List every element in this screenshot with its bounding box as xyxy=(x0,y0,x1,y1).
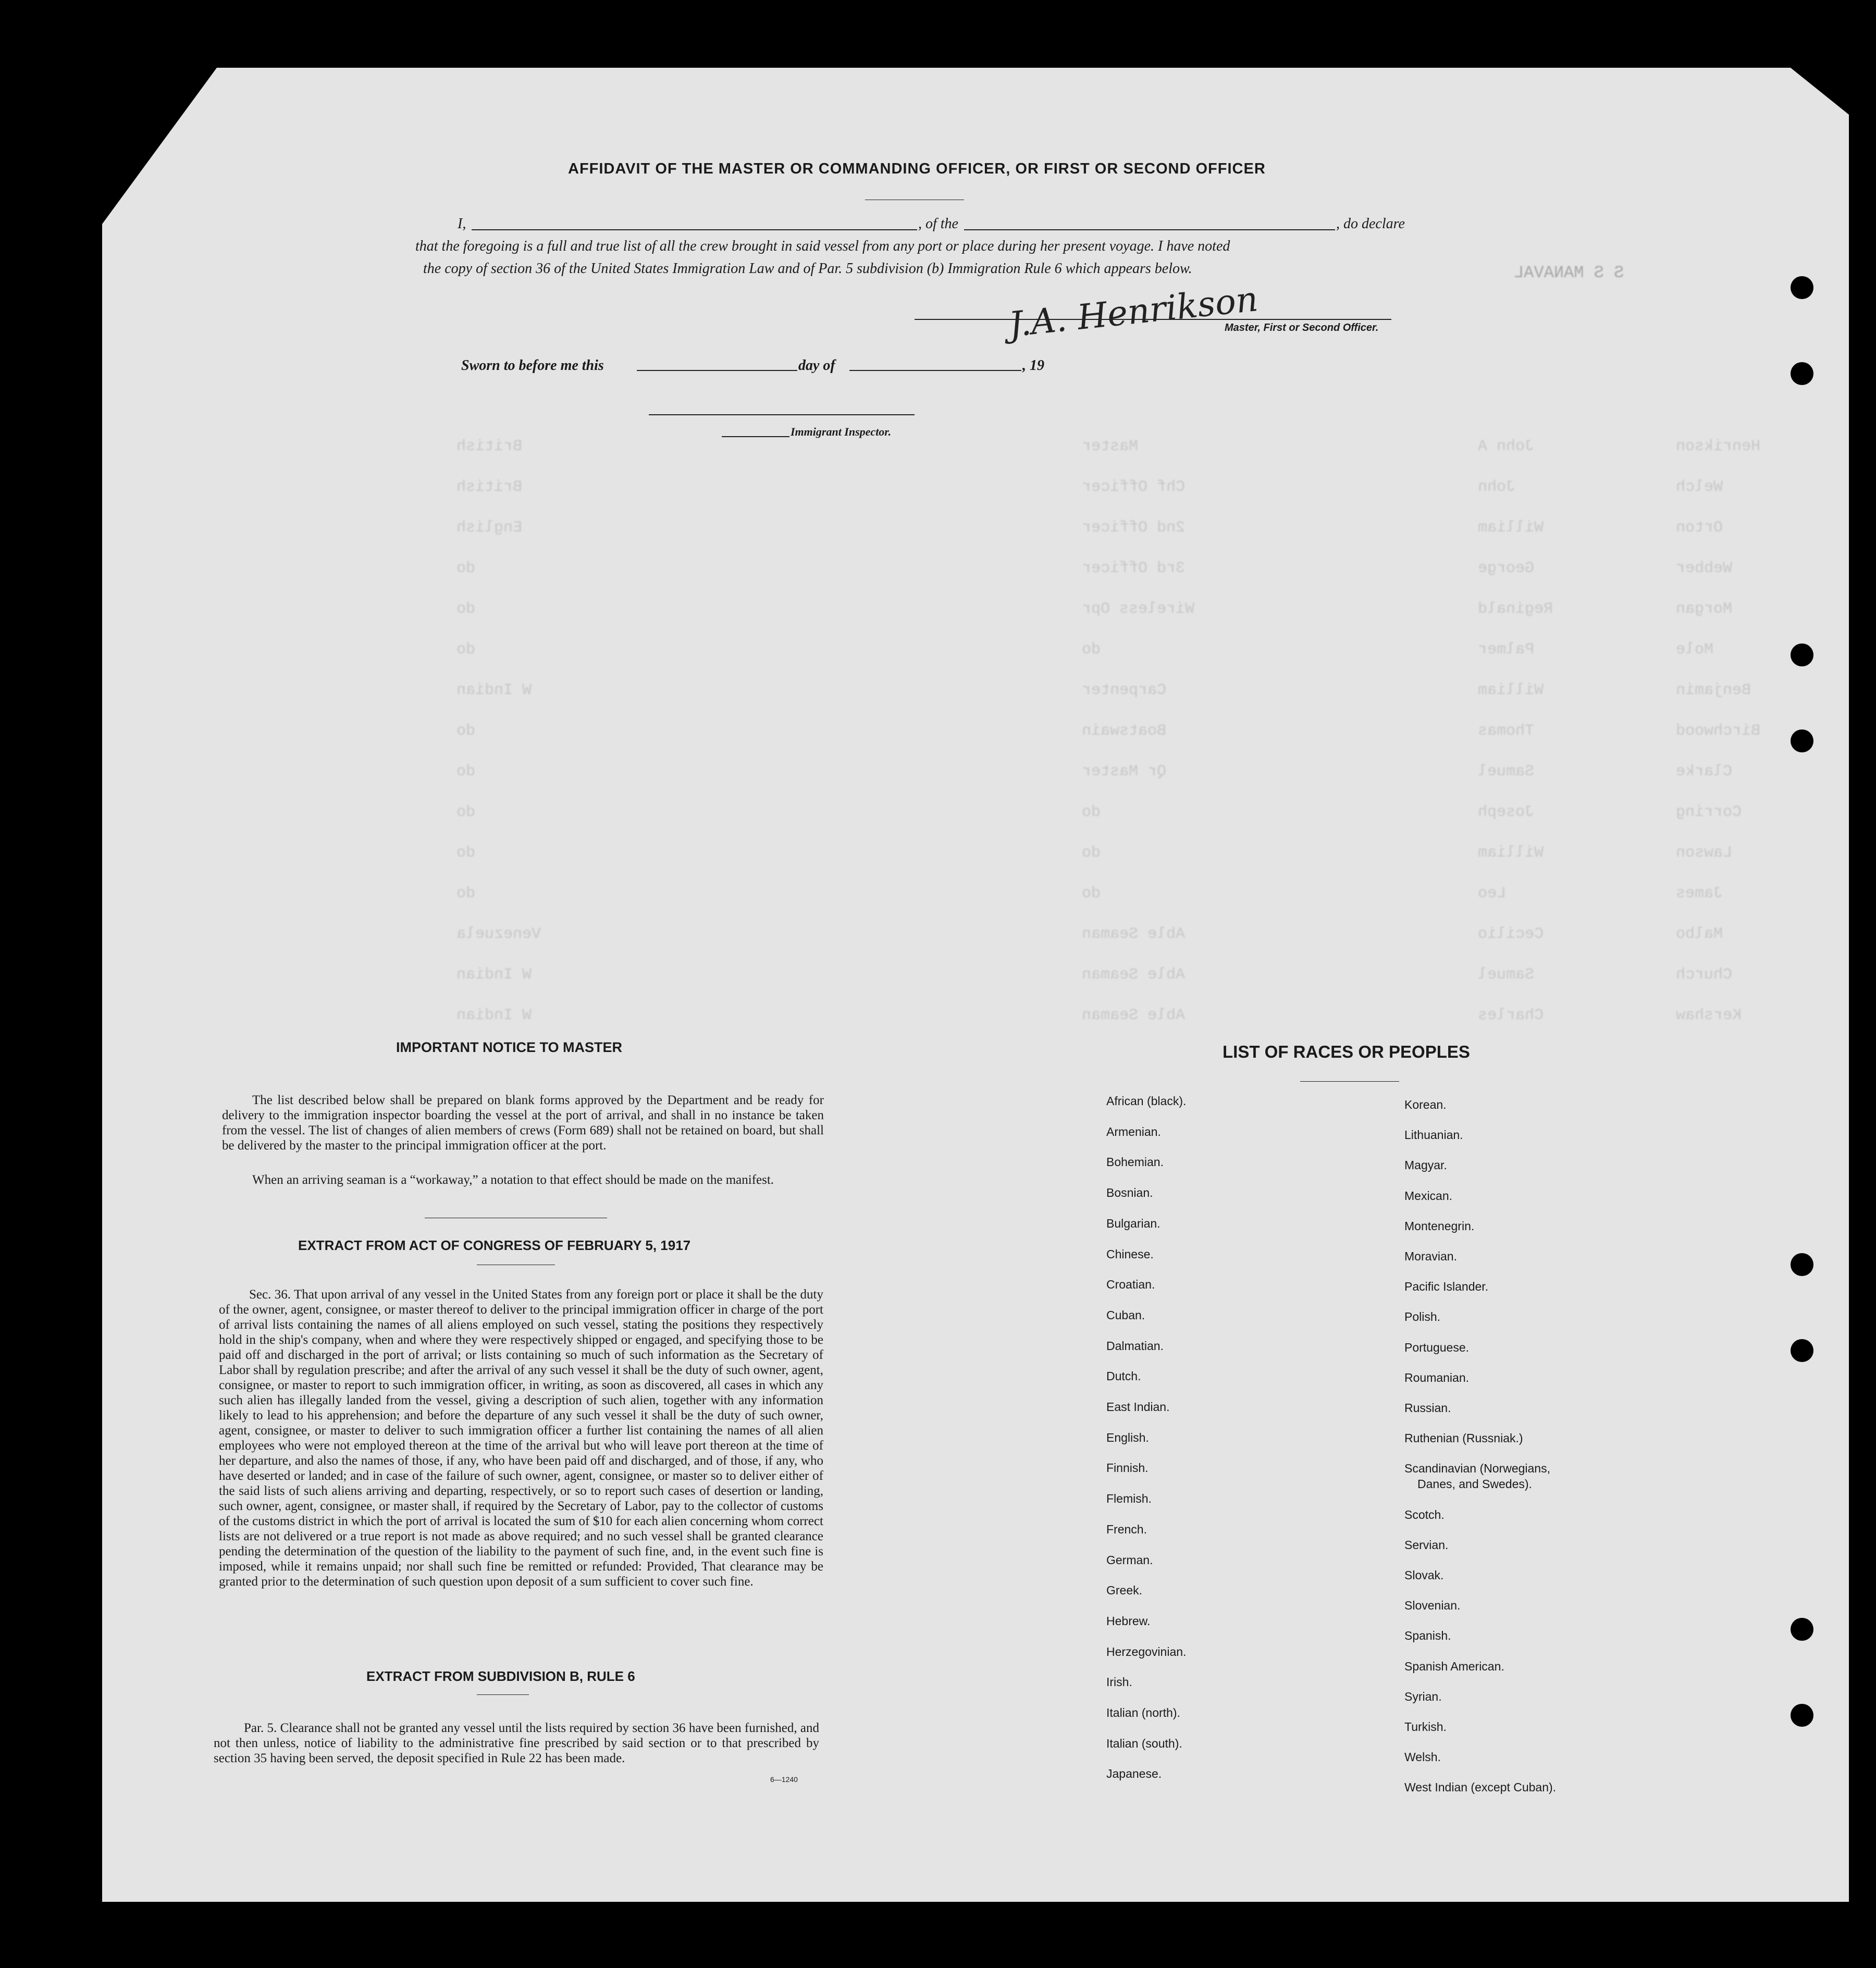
race-entry: Turkish. xyxy=(1404,1720,1447,1734)
sworn-day-blank xyxy=(637,370,797,371)
vessel-blank xyxy=(964,229,1335,230)
notice-paragraph-2: When an arriving seaman is a “workaway,” a notation to that effect should be made on the manifest. xyxy=(252,1173,774,1187)
punch-hole xyxy=(1791,276,1813,299)
punch-hole xyxy=(1791,1339,1813,1362)
rule6-paragraph: Par. 5. Clearance shall not be granted any vessel until the lists required by section 36 have been furnished, and not then unless, notice of liability to the administrative fine prescribed by said section or to that prescribed by section 35 having been served, the deposit specified in Rule 22 has been made. xyxy=(214,1721,819,1765)
race-entry: Flemish. xyxy=(1106,1492,1152,1506)
race-entry: Scotch. xyxy=(1404,1507,1445,1521)
race-entry: Pacific Islander. xyxy=(1404,1280,1489,1294)
race-entry: Dutch. xyxy=(1106,1369,1141,1383)
race-entry: Slovak. xyxy=(1404,1568,1444,1582)
sworn-month-blank xyxy=(849,370,1021,371)
race-entry: Russian. xyxy=(1404,1401,1451,1415)
race-entry: Servian. xyxy=(1404,1538,1449,1552)
name-blank xyxy=(472,229,917,230)
race-entry: Bohemian. xyxy=(1106,1155,1164,1169)
punch-hole xyxy=(1791,729,1813,752)
race-entry: Cuban. xyxy=(1106,1308,1145,1322)
race-entry: Polish. xyxy=(1404,1310,1441,1324)
race-entry: African (black). xyxy=(1106,1094,1187,1108)
punch-hole xyxy=(1791,643,1813,666)
affidavit-line3: the copy of section 36 of the United States Immigration Law and of Par. 5 subdivision (b) Immigration Rule 6 which appears below. xyxy=(423,261,1192,277)
punch-hole xyxy=(1791,1253,1813,1276)
race-entry: East Indian. xyxy=(1106,1400,1170,1414)
race-entry: Danes, and Swedes). xyxy=(1417,1477,1532,1491)
affidavit-line2: that the foregoing is a full and true list of all the crew brought in said vessel from any port or place during her present voyage. I have noted xyxy=(415,238,1230,254)
race-entry: Bulgarian. xyxy=(1106,1216,1161,1230)
race-entry: Ruthenian (Russniak.) xyxy=(1404,1431,1523,1445)
race-entry: Moravian. xyxy=(1404,1249,1457,1263)
year-text: , 19 xyxy=(1022,357,1044,374)
race-entry: Chinese. xyxy=(1106,1247,1154,1261)
rule6-title: EXTRACT FROM SUBDIVISION B, RULE 6 xyxy=(366,1668,635,1684)
race-entry: Montenegrin. xyxy=(1404,1219,1475,1233)
signature-line xyxy=(915,319,1391,320)
master-signature: J.A. Henrikson xyxy=(1007,279,1260,345)
race-entry: Armenian. xyxy=(1106,1124,1161,1138)
race-entry: Korean. xyxy=(1404,1098,1447,1111)
act-title: EXTRACT FROM ACT OF CONGRESS OF FEBRUARY 5, 1917 xyxy=(298,1237,691,1253)
races-underline xyxy=(1300,1081,1399,1082)
race-entry: Japanese. xyxy=(1106,1767,1162,1781)
race-entry: Spanish. xyxy=(1404,1629,1451,1643)
sworn-text: Sworn to before me this xyxy=(461,357,604,374)
race-entry: Italian (north). xyxy=(1106,1706,1180,1719)
race-entry: Herzegovinian. xyxy=(1106,1644,1187,1658)
affidavit-title: AFFIDAVIT OF THE MASTER OR COMMANDING OFFICER, OR FIRST OR SECOND OFFICER xyxy=(568,160,1266,177)
notice-paragraph-1: The list described below shall be prepared on blank forms approved by the Department and be ready for delivery to the immigration inspector boarding the vessel at the port of arrival, and shall in no instance be taken from the vessel. The list of changes of alien members of crews (Form 689) shall not be retained on board, but shall be delivered by the master to the principal immigration officer at the port. xyxy=(222,1093,824,1153)
race-entry: English. xyxy=(1106,1430,1149,1444)
ship-stamp-bleed: S S MANAVAL xyxy=(1514,263,1624,282)
notice-title: IMPORTANT NOTICE TO MASTER xyxy=(396,1039,622,1055)
race-entry: Greek. xyxy=(1106,1583,1143,1598)
race-entry: Dalmatian. xyxy=(1106,1339,1164,1353)
race-entry: French. xyxy=(1106,1522,1147,1536)
race-entry: Croatian. xyxy=(1106,1278,1155,1292)
punch-hole xyxy=(1791,1618,1813,1641)
race-entry: Hebrew. xyxy=(1106,1614,1151,1628)
affidavit-line1-i: I, xyxy=(458,216,466,232)
race-entry: Slovenian. xyxy=(1404,1599,1461,1613)
manifest-page xyxy=(102,68,1849,1902)
signature-caption: Master, First or Second Officer. xyxy=(1225,322,1379,333)
race-entry: Spanish American. xyxy=(1404,1659,1504,1673)
race-entry: Syrian. xyxy=(1404,1689,1442,1703)
race-entry: Finnish. xyxy=(1106,1461,1149,1475)
race-entry: Roumanian. xyxy=(1404,1370,1470,1384)
race-entry: West Indian (except Cuban). xyxy=(1404,1780,1557,1794)
inspector-short-line xyxy=(722,436,789,437)
races-title: LIST OF RACES OR PEOPLES xyxy=(1223,1042,1470,1061)
form-number: 6—1240 xyxy=(770,1775,798,1784)
race-entry: Portuguese. xyxy=(1404,1340,1470,1354)
inspector-line xyxy=(649,414,915,415)
rule6-underline xyxy=(477,1694,529,1695)
race-entry: Italian (south). xyxy=(1106,1736,1182,1750)
affidavit-line1-of: , of the xyxy=(918,216,958,232)
race-entry: German. xyxy=(1106,1553,1153,1567)
inspector-caption: Immigrant Inspector. xyxy=(791,425,892,438)
affidavit-line1-declare: , do declare xyxy=(1336,216,1405,232)
race-entry: Mexican. xyxy=(1404,1189,1453,1203)
punch-hole xyxy=(1791,1704,1813,1727)
race-entry: Welsh. xyxy=(1404,1750,1441,1764)
race-entry: Lithuanian. xyxy=(1404,1128,1463,1142)
punch-hole xyxy=(1791,362,1813,385)
race-entry: Bosnian. xyxy=(1106,1186,1153,1200)
act-section-36: Sec. 36. That upon arrival of any vessel in the United States from any foreign port or place it shall be the duty of the owner, agent, consignee, or master thereof to deliver to the principal immigration officer in charge of the port of arrival lists containing the names of all aliens employed on such vessel, stating the positions they respectively hold in the ship's company, when and where they were respectively shipped or engaged, and specifying those to be paid off and discharged in the port of arrival; or lists containing so much of such information as the Secretary of Labor shall by regulation prescribe; and after the arrival of any such vessel it shall be the duty of such owner, agent, consignee, or master to report to such immigration officer, in writing, as soon as discovered, all cases in which any such alien has illegally landed from the vessel, giving a description of such alien, together with any information likely to lead to his apprehension; and before the departure of any such vessel it shall be the duty of such owner, agent, consignee, or master to deliver to such immigration officer a further list containing the names of all alien employees who were not employed thereon at the time of the arrival but who will leave port thereon at the time of her departure, and also the names of those, if any, who have been paid off and discharged, and of those, if any, who have deserted or landed; and in case of the failure of such owner, agent, consignee, or master so to deliver either of the said lists of such aliens arriving and departing, respectively, or so to report such cases of desertion or landing, such owner, agent, consignee, or master shall, if required by the Secretary of Labor, pay to the collector of customs of the customs district in which the port of arrival is located the sum of $10 for each alien concerning whom correct lists are not delivered or a true report is not made as above required; and no such vessel shall be granted clearance pending the determination of the question of the liability to the payment of such fine, and, in the event such fine is imposed, while it remains unpaid; nor shall such fine be remitted or refunded: Provided, That clearance may be granted prior to the determination of such question upon deposit of a sum sufficient to cover such fine. xyxy=(219,1288,823,1589)
race-entry: Magyar. xyxy=(1404,1158,1447,1172)
race-entry: Irish. xyxy=(1106,1675,1132,1689)
race-entry: Scandinavian (Norwegians, xyxy=(1404,1462,1550,1476)
day-of-text: day of xyxy=(798,357,835,374)
